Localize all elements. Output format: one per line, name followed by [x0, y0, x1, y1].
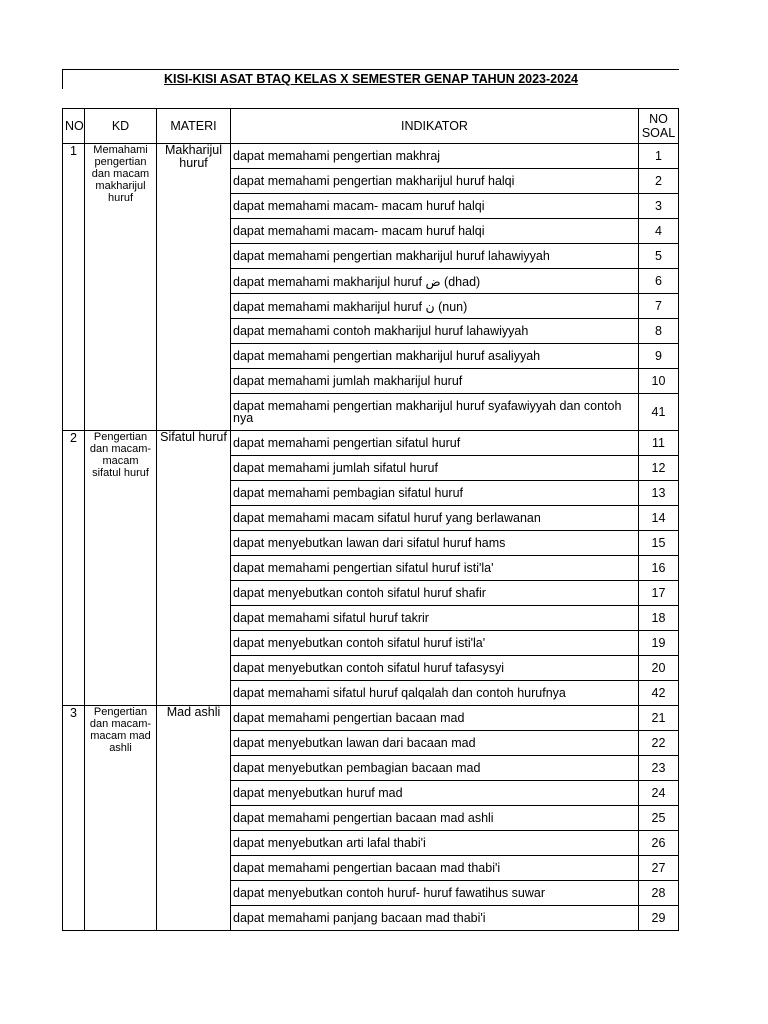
- title-box: [62, 69, 679, 89]
- section-kd: Pengertian dan macam-macam sifatul huruf: [85, 431, 157, 706]
- no-soal-cell: 2: [639, 169, 679, 194]
- header-indikator: INDIKATOR: [231, 109, 639, 144]
- no-soal-cell: 13: [639, 481, 679, 506]
- indikator-cell: dapat memahami sifatul huruf qalqalah dan contoh hurufnya: [231, 681, 639, 706]
- no-soal-cell: 22: [639, 731, 679, 756]
- no-soal-cell: 6: [639, 269, 679, 294]
- no-soal-cell: 4: [639, 219, 679, 244]
- document-title: KISI-KISI ASAT BTAQ KELAS X SEMESTER GENAP TAHUN 2023-2024: [164, 72, 578, 86]
- indikator-cell: dapat menyebutkan contoh huruf- huruf fawatihus suwar: [231, 881, 639, 906]
- no-soal-cell: 14: [639, 506, 679, 531]
- section-materi: Makharijul huruf: [157, 144, 231, 431]
- section-materi: Sifatul huruf: [157, 431, 231, 706]
- no-soal-cell: 15: [639, 531, 679, 556]
- indikator-cell: dapat menyebutkan lawan dari bacaan mad: [231, 731, 639, 756]
- no-soal-cell: 18: [639, 606, 679, 631]
- table-row: [63, 144, 679, 169]
- indikator-cell: dapat memahami pengertian bacaan mad ashli: [231, 806, 639, 831]
- section-kd: Pengertian dan macam-macam mad ashli: [85, 706, 157, 931]
- no-soal-cell: 42: [639, 681, 679, 706]
- no-soal-cell: 9: [639, 344, 679, 369]
- no-soal-cell: 26: [639, 831, 679, 856]
- no-soal-cell: 8: [639, 319, 679, 344]
- no-soal-cell: 41: [639, 394, 679, 431]
- no-soal-cell: 19: [639, 631, 679, 656]
- header-row: [63, 109, 679, 144]
- indikator-cell: dapat memahami pengertian bacaan mad: [231, 706, 639, 731]
- header-kd: KD: [85, 109, 157, 144]
- section-number: 1: [63, 144, 85, 431]
- indikator-cell: dapat menyebutkan arti lafal thabi'i: [231, 831, 639, 856]
- no-soal-cell: 25: [639, 806, 679, 831]
- indikator-cell: dapat menyebutkan lawan dari sifatul huruf hams: [231, 531, 639, 556]
- indikator-cell: dapat memahami pengertian sifatul huruf: [231, 431, 639, 456]
- indikator-cell: dapat memahami contoh makharijul huruf lahawiyyah: [231, 319, 639, 344]
- indikator-cell: dapat menyebutkan huruf mad: [231, 781, 639, 806]
- header-no: NO: [63, 109, 85, 144]
- header-no-soal: NO SOAL: [639, 109, 679, 144]
- indikator-cell: dapat memahami macam- macam huruf halqi: [231, 219, 639, 244]
- indikator-cell: dapat memahami pengertian bacaan mad thabi'i: [231, 856, 639, 881]
- indikator-cell: dapat memahami sifatul huruf takrir: [231, 606, 639, 631]
- indikator-cell: dapat memahami jumlah sifatul huruf: [231, 456, 639, 481]
- table-body: [63, 144, 679, 931]
- no-soal-cell: 12: [639, 456, 679, 481]
- no-soal-cell: 20: [639, 656, 679, 681]
- indikator-cell: dapat memahami pengertian makhraj: [231, 144, 639, 169]
- kisi-kisi-table: [62, 108, 679, 931]
- table-row: [63, 706, 679, 731]
- section-number: 3: [63, 706, 85, 931]
- indikator-cell: dapat menyebutkan pembagian bacaan mad: [231, 756, 639, 781]
- indikator-cell: dapat memahami panjang bacaan mad thabi'i: [231, 906, 639, 931]
- section-kd: Memahami pengertian dan macam makharijul huruf: [85, 144, 157, 431]
- header-materi: MATERI: [157, 109, 231, 144]
- indikator-cell: dapat memahami pengertian makharijul huruf asaliyyah: [231, 344, 639, 369]
- section-number: 2: [63, 431, 85, 706]
- indikator-cell: dapat memahami pengertian makharijul huruf halqi: [231, 169, 639, 194]
- indikator-cell: dapat memahami makharijul huruf ن (nun): [231, 294, 639, 319]
- indikator-cell: dapat menyebutkan contoh sifatul huruf isti'la': [231, 631, 639, 656]
- indikator-cell: dapat memahami pengertian sifatul huruf isti'la': [231, 556, 639, 581]
- no-soal-cell: 23: [639, 756, 679, 781]
- indikator-cell: dapat memahami macam sifatul huruf yang berlawanan: [231, 506, 639, 531]
- no-soal-cell: 16: [639, 556, 679, 581]
- no-soal-cell: 1: [639, 144, 679, 169]
- indikator-cell: dapat memahami pengertian makharijul huruf lahawiyyah: [231, 244, 639, 269]
- indikator-cell: dapat menyebutkan contoh sifatul huruf shafir: [231, 581, 639, 606]
- no-soal-cell: 17: [639, 581, 679, 606]
- no-soal-cell: 5: [639, 244, 679, 269]
- no-soal-cell: 24: [639, 781, 679, 806]
- no-soal-cell: 3: [639, 194, 679, 219]
- no-soal-cell: 21: [639, 706, 679, 731]
- section-materi: Mad ashli: [157, 706, 231, 931]
- no-soal-cell: 7: [639, 294, 679, 319]
- no-soal-cell: 10: [639, 369, 679, 394]
- indikator-cell: dapat memahami makharijul huruf ض (dhad): [231, 269, 639, 294]
- indikator-cell: dapat memahami pengertian makharijul huruf syafawiyyah dan contoh nya: [231, 394, 639, 431]
- no-soal-cell: 28: [639, 881, 679, 906]
- indikator-cell: dapat memahami macam- macam huruf halqi: [231, 194, 639, 219]
- table-row: [63, 431, 679, 456]
- no-soal-cell: 11: [639, 431, 679, 456]
- no-soal-cell: 27: [639, 856, 679, 881]
- no-soal-cell: 29: [639, 906, 679, 931]
- indikator-cell: dapat memahami jumlah makharijul huruf: [231, 369, 639, 394]
- indikator-cell: dapat menyebutkan contoh sifatul huruf tafasysyi: [231, 656, 639, 681]
- indikator-cell: dapat memahami pembagian sifatul huruf: [231, 481, 639, 506]
